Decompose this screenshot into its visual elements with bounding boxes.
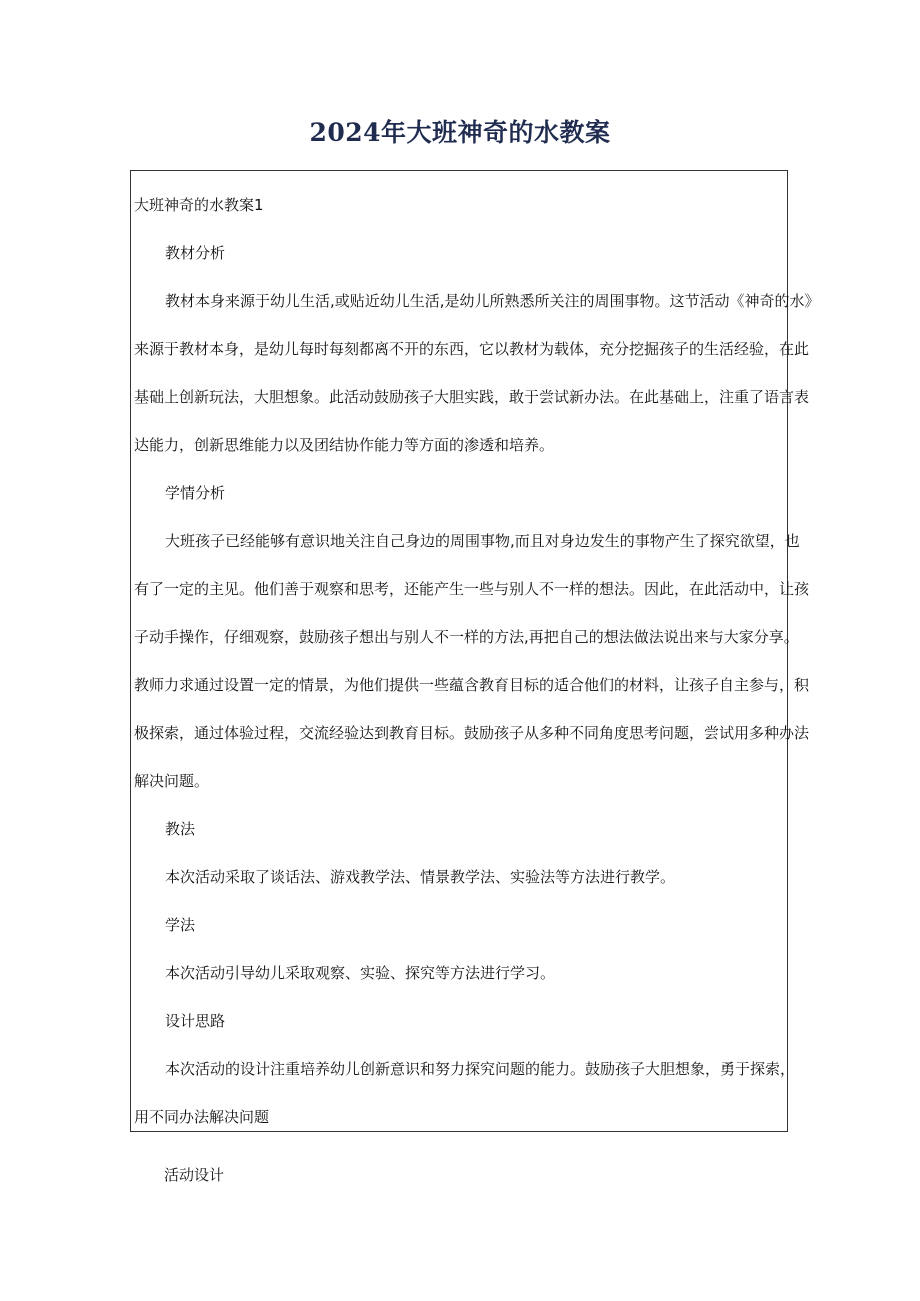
paragraph-line: 基础上创新玩法，大胆想象。此活动鼓励孩子大胆实践，敢于尝试新办法。在此基础上，注重了语言表	[134, 388, 810, 406]
subheading-design-idea: 设计思路	[165, 1012, 226, 1030]
paragraph-line: 解决问题。	[134, 772, 210, 790]
subheading-teaching-material: 教材分析	[165, 244, 226, 262]
paragraph-line: 极探索，通过体验过程，交流经验达到教育目标。鼓励孩子从多种不同角度思考问题，尝试用多种办法	[134, 724, 810, 742]
subheading-learning-method: 学法	[165, 916, 196, 934]
content-frame	[130, 170, 820, 1132]
document-title: 2024年大班神奇的水教案	[309, 118, 611, 147]
subheading-activity-design: 活动设计	[164, 1166, 225, 1184]
paragraph-line: 有了一定的主见。他们善于观察和思考，还能产生一些与别人不一样的想法。因此，在此活动中，让孩	[134, 580, 810, 598]
paragraph-line: 子动手操作，仔细观察，鼓励孩子想出与别人不一样的方法,再把自己的想法做法说出来与大家分享。	[134, 628, 799, 646]
subheading-learner-analysis: 学情分析	[165, 484, 226, 502]
paragraph-line: 本次活动的设计注重培养幼儿创新意识和努力探究问题的能力。鼓励孩子大胆想象，勇于探索，	[165, 1060, 796, 1078]
paragraph-line: 教材本身来源于幼儿生活,或贴近幼儿生活,是幼儿所熟悉所关注的周围事物。这节活动《神奇的水》	[165, 292, 820, 310]
subheading-teaching-method: 教法	[165, 820, 196, 838]
paragraph-line: 达能力，创新思维能力以及团结协作能力等方面的渗透和培养。	[134, 436, 555, 454]
section-heading: 大班神奇的水教案1	[134, 196, 264, 214]
paragraph-line: 用不同办法解决问题	[134, 1108, 270, 1126]
paragraph-line: 教师力求通过设置一定的情景，为他们提供一些蕴含教育目标的适合他们的材料，让孩子自主参与，积	[134, 676, 810, 694]
paragraph-line: 来源于教材本身，是幼儿每时每刻都离不开的东西，它以教材为载体，充分挖掘孩子的生活经验，在此	[134, 340, 810, 358]
paragraph-line: 本次活动采取了谈话法、游戏教学法、情景教学法、实验法等方法进行教学。	[165, 868, 676, 886]
paragraph-line: 本次活动引导幼儿采取观察、实验、探究等方法进行学习。	[165, 964, 556, 982]
paragraph-line: 大班孩子已经能够有意识地关注自己身边的周围事物,而且对身边发生的事物产生了探究欲望，也	[165, 532, 800, 550]
